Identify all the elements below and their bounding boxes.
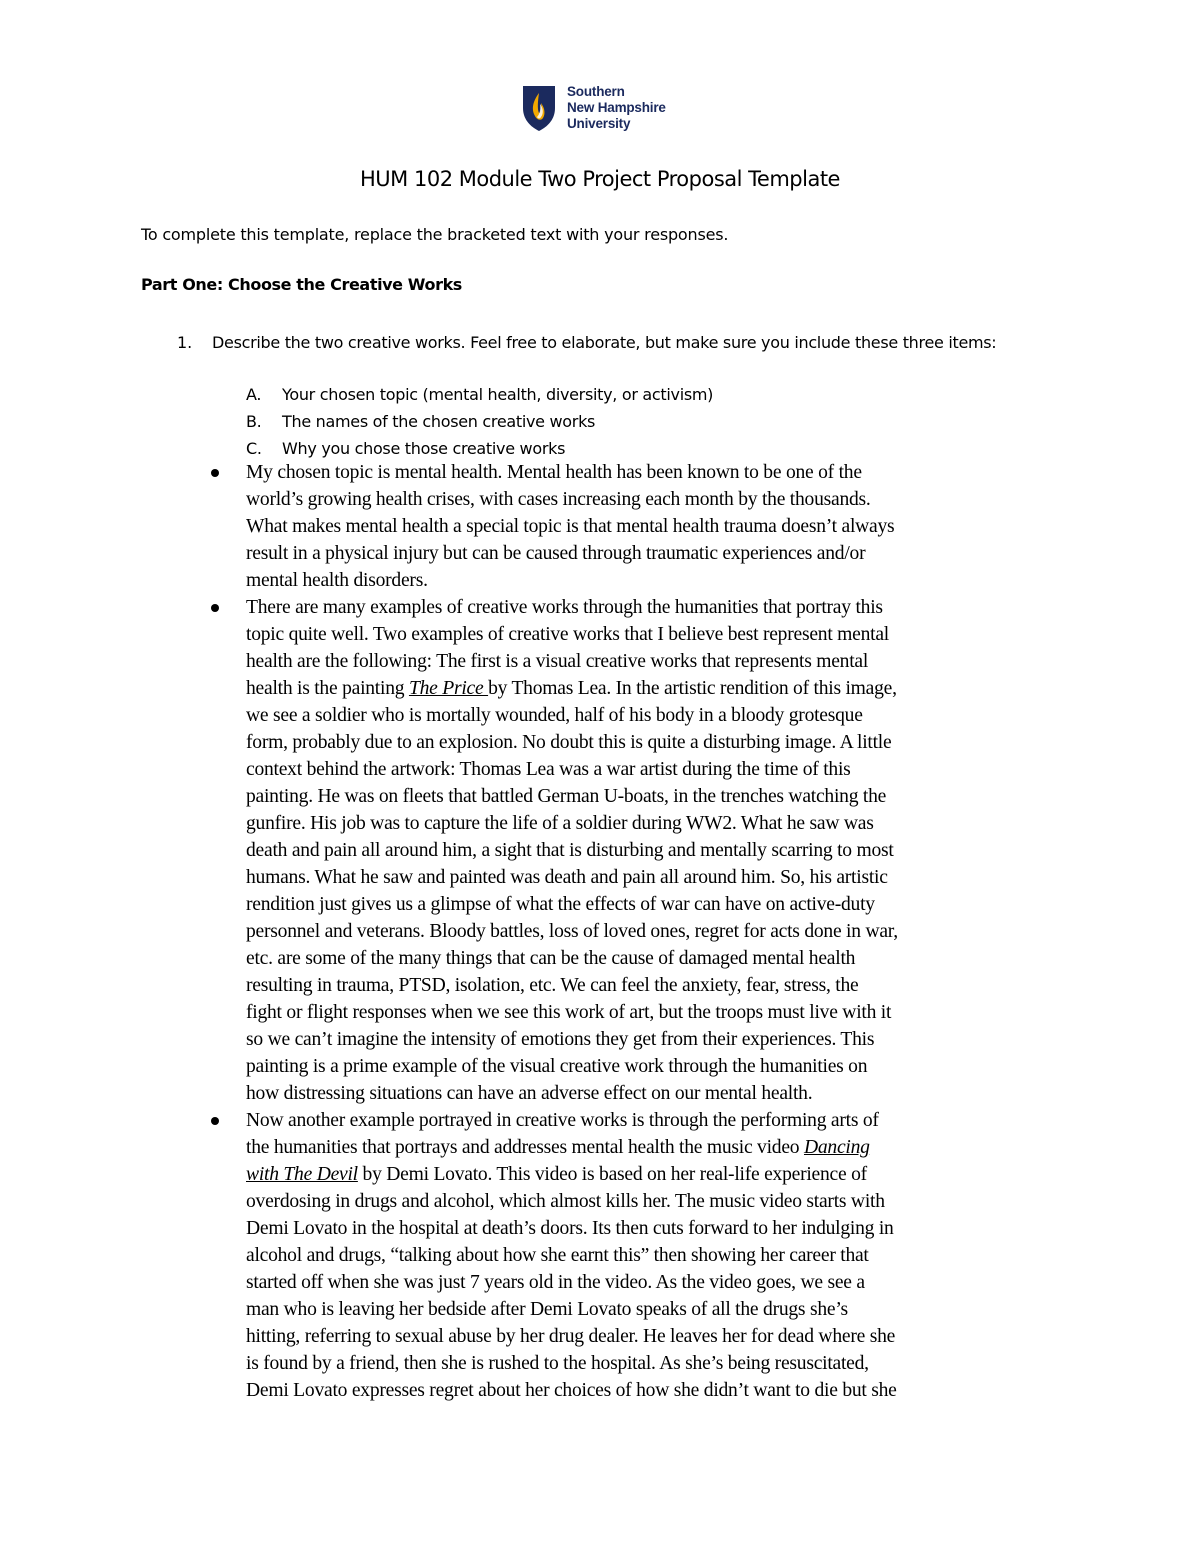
instructions: To complete this template, replace the bracketed text with your responses. xyxy=(141,225,729,244)
text-line: context behind the artwork: Thomas Lea was a war artist during the time of this xyxy=(246,759,851,780)
document-title: HUM 102 Module Two Project Proposal Template xyxy=(360,167,840,191)
part-heading: Part One: Choose the Creative Works xyxy=(141,275,462,294)
text-line: gunfire. His job was to capture the life of a soldier during WW2. What he saw was xyxy=(246,813,874,834)
university-logo xyxy=(519,84,689,134)
text-line: death and pain all around him, a sight that is disturbing and mentally scarring to most xyxy=(246,840,894,861)
text-line: started off when she was just 7 years old in the video. As the video goes, we see a xyxy=(246,1272,865,1293)
text-line: painting. He was on fleets that battled German U-boats, in the trenches watching the xyxy=(246,786,887,807)
response-list xyxy=(0,459,1200,1404)
item-letter: C. xyxy=(246,439,262,458)
work-title: Dancing xyxy=(803,1137,870,1158)
question-text: Describe the two creative works. Feel free to elaborate, but make sure you include these three items: xyxy=(212,333,997,352)
item-text: Why you chose those creative works xyxy=(282,439,566,458)
item-letter: B. xyxy=(246,412,262,431)
flame-shield-icon xyxy=(519,84,559,132)
text-line: rendition just gives us a glimpse of what the effects of war can have on active-duty xyxy=(246,894,875,915)
item-text: Your chosen topic (mental health, diversity, or activism) xyxy=(282,385,714,404)
text-line: Now another example portrayed in creative works is through the performing arts of xyxy=(246,1110,879,1131)
response-bullet xyxy=(0,459,1200,594)
response-bullet xyxy=(0,594,1200,1107)
work-title: with The Devil xyxy=(246,1164,358,1185)
text-line: resulting in trauma, PTSD, isolation, etc. We can feel the anxiety, fear, stress, the xyxy=(246,975,859,996)
response-bullet xyxy=(0,1107,1200,1404)
text-line: the humanities that portrays and addresses mental health the music video Dancing xyxy=(246,1137,870,1158)
text-line: Demi Lovato expresses regret about her choices of how she didn’t want to die but she xyxy=(246,1380,897,1401)
text-line: we see a soldier who is mortally wounded, half of his body in a bloody grotesque xyxy=(246,705,863,726)
question-number: 1. xyxy=(177,333,193,352)
text-line: hitting, referring to sexual abuse by her drug dealer. He leaves her for dead where she xyxy=(246,1326,896,1347)
text-line: alcohol and drugs, “talking about how she earnt this” then showing her career that xyxy=(246,1245,869,1266)
item-letter: A. xyxy=(246,385,262,404)
logo-line-1: Southern xyxy=(567,84,625,99)
text-line: with The Devil by Demi Lovato. This video is based on her real-life experience of xyxy=(246,1164,867,1185)
text-line: so we can’t imagine the intensity of emotions they get from their experiences. This xyxy=(246,1029,875,1050)
text-line: form, probably due to an explosion. No doubt this is quite a disturbing image. A little xyxy=(246,732,892,753)
item-text: The names of the chosen creative works xyxy=(282,412,596,431)
text-line: painting is a prime example of the visual creative work through the humanities on xyxy=(246,1056,868,1077)
text-line: personnel and veterans. Bloody battles, loss of loved ones, regret for acts done in war, xyxy=(246,921,898,942)
text-line: humans. What he saw and painted was death and pain all around him. So, his artistic xyxy=(246,867,888,888)
text-line: overdosing in drugs and alcohol, which almost kills her. The music video starts with xyxy=(246,1191,885,1212)
text-line: world’s growing health crises, with cases increasing each month by the thousands. xyxy=(246,489,871,510)
text-line: is found by a friend, then she is rushed to the hospital. As she’s being resuscitated, xyxy=(246,1353,869,1374)
logo-line-3: University xyxy=(567,116,631,131)
response-text xyxy=(246,594,1066,1107)
text-line: how distressing situations can have an adverse effect on our mental health. xyxy=(246,1083,813,1104)
text-line: etc. are some of the many things that can be the cause of damaged mental health xyxy=(246,948,856,969)
text-line: health is the painting The Price by Thomas Lea. In the artistic rendition of this image, xyxy=(246,678,897,699)
response-text xyxy=(246,1107,1066,1404)
bullet-dot-icon xyxy=(211,1117,219,1125)
text-line: man who is leaving her bedside after Demi Lovato speaks of all the drugs she’s xyxy=(246,1299,848,1320)
text-line: What makes mental health a special topic is that mental health trauma doesn’t always xyxy=(246,516,895,537)
logo-wordmark xyxy=(567,84,666,132)
text-line: mental health disorders. xyxy=(246,570,428,591)
text-line: There are many examples of creative works through the humanities that portray this xyxy=(246,597,883,618)
text-line: topic quite well. Two examples of creative works that I believe best represent mental xyxy=(246,624,889,645)
response-text xyxy=(246,459,1066,594)
bullet-dot-icon xyxy=(211,604,219,612)
text-line: My chosen topic is mental health. Mental health has been known to be one of the xyxy=(246,462,862,483)
work-title: The Price xyxy=(408,678,489,699)
text-line: result in a physical injury but can be caused through traumatic experiences and/or xyxy=(246,543,866,564)
text-line: Demi Lovato in the hospital at death’s doors. Its then cuts forward to her indulging in xyxy=(246,1218,894,1239)
text-line: fight or flight responses when we see this work of art, but the troops must live with it xyxy=(246,1002,892,1023)
bullet-dot-icon xyxy=(211,469,219,477)
text-line: health are the following: The first is a visual creative works that represents mental xyxy=(246,651,869,672)
logo-line-2: New Hampshire xyxy=(567,100,666,115)
